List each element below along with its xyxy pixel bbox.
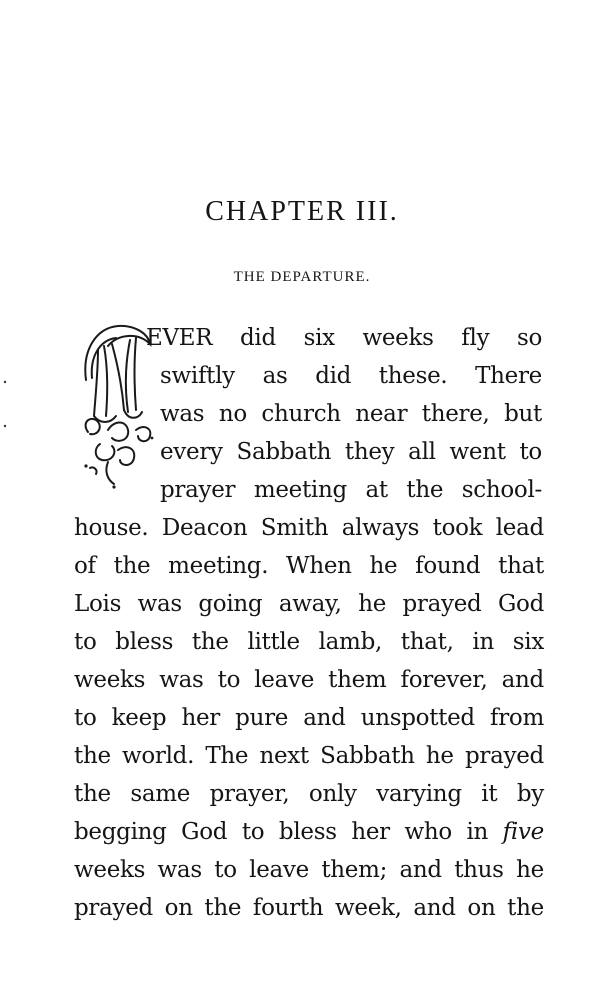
text-line-11: to keep her pure and unspotted from xyxy=(74,705,544,731)
text-line-13: the same prayer, only varying it by xyxy=(74,781,544,807)
ornamental-initial-n xyxy=(78,320,156,492)
text-line-1: EVER did six weeks fly so xyxy=(146,325,542,351)
text-line-14: begging God to bless her who in five xyxy=(74,819,544,845)
text-line-2: swiftly as did these. There xyxy=(160,363,542,389)
text-line-16: prayed on the fourth week, and on the xyxy=(74,895,544,921)
text-line-12: the world. The next Sabbath he prayed xyxy=(74,743,544,769)
text-line-15: weeks was to leave them; and thus he xyxy=(74,857,544,883)
scan-edge-marks xyxy=(2,374,8,434)
text-line-8: Lois was going away, he prayed God xyxy=(74,591,544,617)
text-line-9: to bless the little lamb, that, in six xyxy=(74,629,544,655)
text-line-10: weeks was to leave them forever, and xyxy=(74,667,544,693)
text-line-6: house. Deacon Smith always took lead xyxy=(74,515,544,541)
chapter-title: CHAPTER III. xyxy=(205,196,399,227)
text-line-4: every Sabbath they all went to xyxy=(160,439,542,465)
text-line-5: prayer meeting at the school- xyxy=(160,477,542,503)
chapter-subtitle: THE DEPARTURE. xyxy=(233,269,371,285)
text-line-3: was no church near there, but xyxy=(160,401,542,427)
text-line-7: of the meeting. When he found that xyxy=(74,553,544,579)
